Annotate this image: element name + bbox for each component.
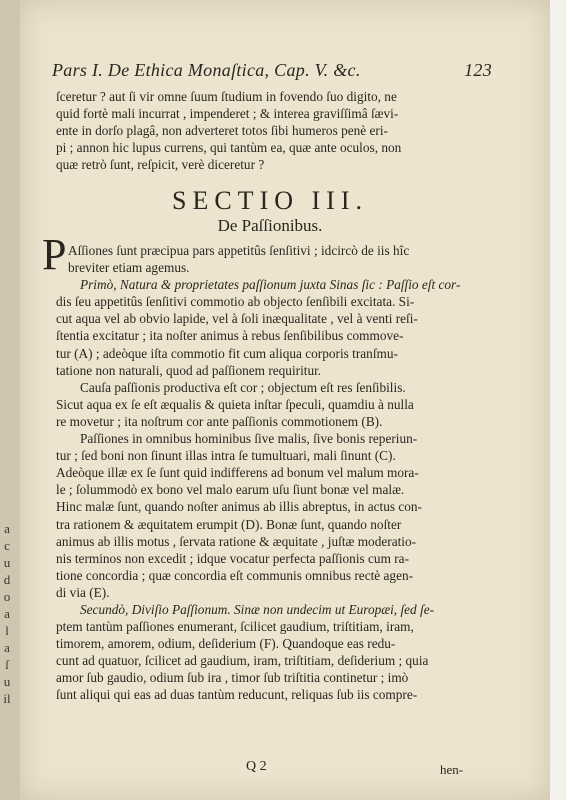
text-line: Paſſiones in omnibus hominibus ſive malis, ſive bonis reperiun- <box>80 431 418 447</box>
margin-mark: u <box>3 674 11 689</box>
margin-mark: d <box>3 572 11 587</box>
text-line: ſtentia excitatur ; ita noſter animus à rebus ſenſibilibus commove- <box>56 328 404 344</box>
text-line: ptem tantùm paſſiones enumerant, ſcilicet gaudium, triſtitiam, iram, <box>56 619 414 635</box>
text-line: amor ſub gaudio, odium ſub ira , timor ſub triſtitia continetur ; imò <box>56 670 409 686</box>
continuation-text <box>56 88 468 173</box>
text-line: Sicut aqua ex ſe eſt æqualis & quieta inſtar ſpeculi, quamdiu à nulla <box>56 396 414 412</box>
text-line: quæ retrò ſunt, reſpicit, verè diceretur ? <box>56 157 265 173</box>
text-line: tur ; ſed boni non ſinunt illas intra ſe tumultuari, mali ſinunt (C). <box>56 448 396 464</box>
text-line: ente in dorſo plagâ, non adverteret totos ſibi humeros penè eri- <box>56 123 388 139</box>
margin-mark: u <box>3 555 11 570</box>
text-line: ſceretur ? aut ſi vir omne ſuum ſtudium in fovendo ſuo digito, ne <box>56 89 397 104</box>
text-line: nis terminos non excedit ; idque vocatur perfecta paſſionis cum ra- <box>56 550 409 566</box>
text-line: di via (E). <box>56 584 110 600</box>
text-line: ſunt aliqui qui eas ad duas tantùm reducunt, reliquas ſub iis compre- <box>56 687 418 703</box>
margin-mark: l <box>5 623 9 638</box>
text-line: tra rationem & æquitatem erumpit (D). Bonæ ſunt, quando noſter <box>56 516 402 532</box>
page-number: 123 <box>464 60 492 80</box>
header-title: Pars I. De Ethica Monaſtica, Cap. V. &c. <box>52 60 361 80</box>
margin-mark: ſ <box>5 657 9 672</box>
text-line: tur (A) ; adeòque iſta commotio fit cum aliqua corporis tranſmu- <box>56 345 398 361</box>
signature-mark: Q 2 <box>246 759 267 774</box>
text-line: quid fortè mali incurrat , impenderet ; & interea graviſſimâ ſævi- <box>56 106 399 122</box>
catchword: hen- <box>440 762 464 777</box>
facing-page-margin <box>0 520 14 707</box>
text-line: Adeòque illæ ex ſe ſunt quid indifferens ad bonum vel malum mora- <box>56 465 419 481</box>
text-line: breviter etiam agemus. <box>68 260 190 276</box>
margin-mark: il <box>3 691 11 706</box>
text-line: cut aqua vel ab obvio lapide, vel à ſoli inæqualitate , vel à venti reſi- <box>56 311 418 327</box>
text-line: Cauſa paſſionis productiva eſt cor ; objectum eſt res ſenſibilis. <box>80 379 406 395</box>
margin-mark: a <box>4 606 10 621</box>
book-page <box>20 0 550 800</box>
text-line: Primò, Natura & proprietates paſſionum juxta Sinas ſic : Paſſio eſt cor- <box>80 277 461 293</box>
text-line: timorem, amorem, odium, deſiderium (F). Quandoque eas redu- <box>56 636 396 652</box>
text-line: cunt ad quatuor, ſcilicet ad gaudium, iram, triſtitiam, deſiderium ; quia <box>56 653 429 669</box>
text-line: Aſſiones ſunt præcipua pars appetitûs ſenſitivi ; idcircò de iis hîc <box>68 243 410 258</box>
text-line: tione concordia ; quæ concordia eſt communis omnibus rectè agen- <box>56 567 414 583</box>
section-body <box>56 242 468 704</box>
drop-cap: P <box>42 230 67 279</box>
text-line: re movetur ; ita noſtrum cor ante paſſionis commotionem (B). <box>56 413 383 429</box>
text-line: tatione non naturali, quod ad paſſionem requiritur. <box>56 362 322 378</box>
margin-mark: a <box>4 640 10 655</box>
text-line: dis ſeu appetitûs ſenſitivi commotio ab objecto ſenſibili excitata. Si- <box>56 294 415 310</box>
running-header <box>52 60 492 81</box>
section-subtitle: De Paſſionibus. <box>217 216 323 235</box>
margin-mark: c <box>4 538 10 553</box>
section-title: SECTIO III. <box>172 186 368 215</box>
margin-mark: o <box>3 589 11 604</box>
text-line: animus ab illis motus , ſervata ratione & æquitate , juſtæ moderatio- <box>56 533 417 549</box>
text-line: Hinc malæ ſunt, quando noſter animus ab illis abreptus, in actus con- <box>56 499 422 515</box>
text-line: pi ; annon hic lupus currens, qui tantùm ea, quæ ante oculos, non <box>56 140 402 156</box>
text-line: le ; ſolummodò ex bono vel malo earum uſu ſiunt bonæ vel malæ. <box>56 482 405 498</box>
text-line: Secundò, Diviſio Paſſionum. Sinæ non undecim ut Europæi, ſed ſe- <box>80 601 435 617</box>
margin-mark: a <box>4 521 10 536</box>
scan-background <box>550 0 566 800</box>
